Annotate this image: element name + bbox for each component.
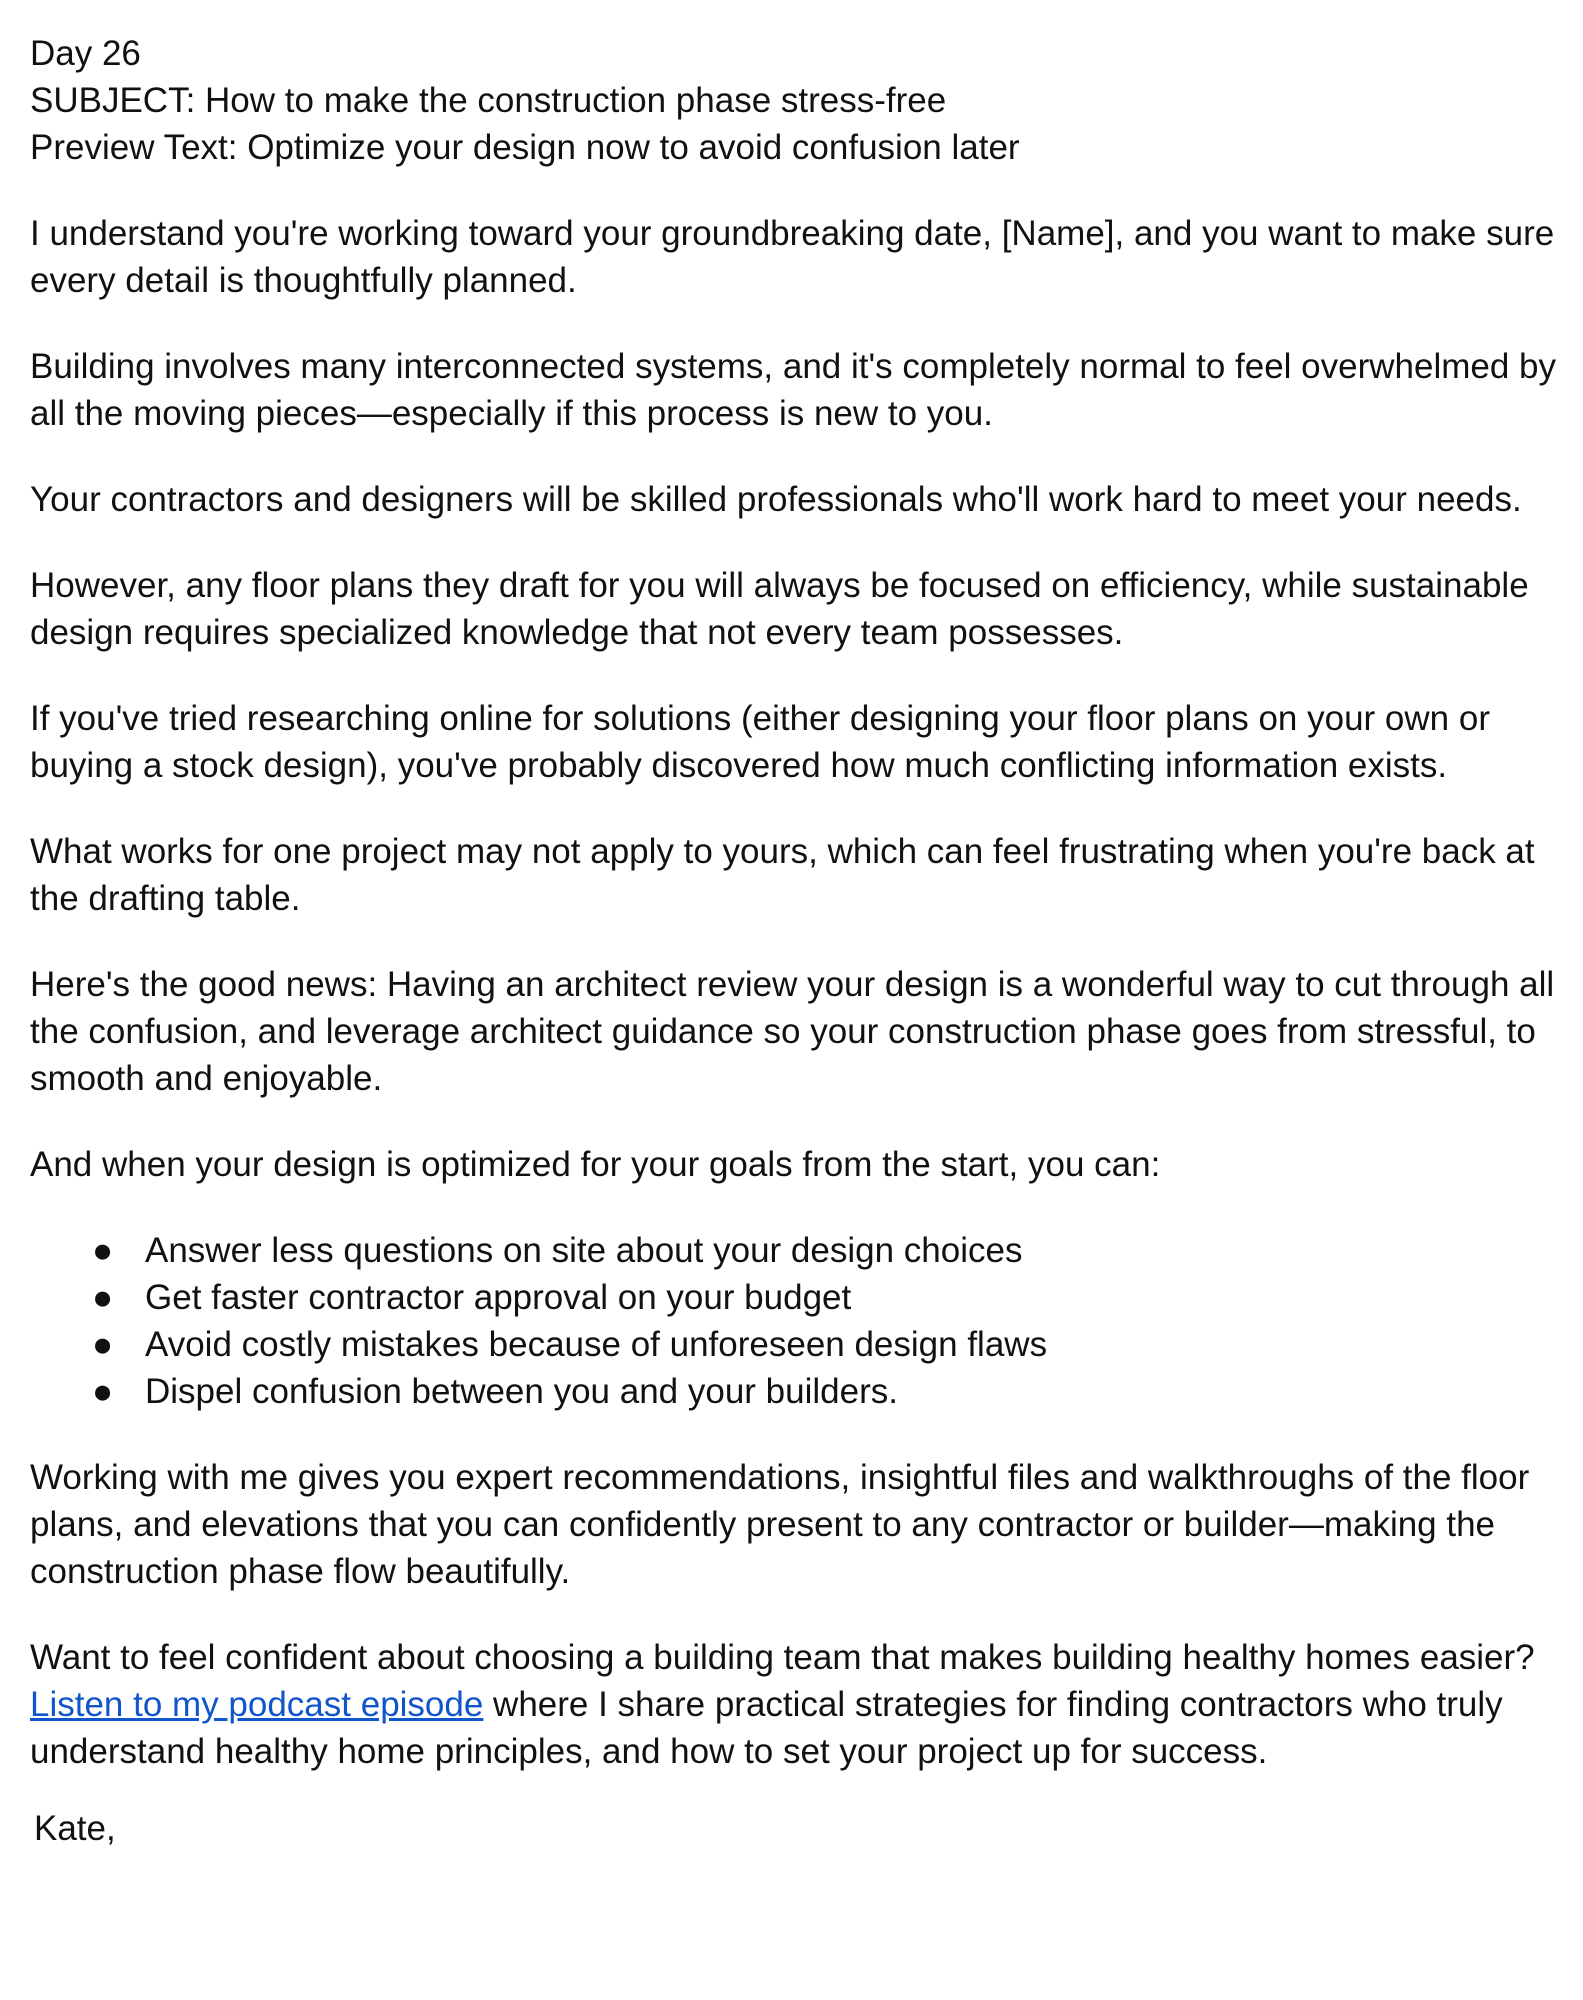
list-item-text: Avoid costly mistakes because of unforeseen design flaws (145, 1325, 1048, 1364)
preview-text-line: Preview Text: Optimize your design now to avoid confusion later (30, 128, 1020, 167)
body-paragraph-after-list: Working with me gives you expert recommendations, insightful files and walkthroughs of the floor plans, and elevations that you can confidently present to any contractor or builder—making the construction phase flow beautifully. (30, 1458, 1530, 1591)
list-item (30, 1227, 1560, 1274)
bullet-icon: ● (92, 1278, 114, 1317)
list-item-text: Dispel confusion between you and your builders. (145, 1372, 898, 1411)
list-item (30, 1274, 1560, 1321)
cta-text-after: where I share practical strategies for finding contractors who truly understand healthy home principles, and how to set your project up for success. (30, 1685, 1503, 1771)
body-paragraph-4: However, any floor plans they draft for you will always be focused on efficiency, while sustainable design requires specialized knowledge that not every team possesses. (30, 566, 1529, 652)
list-item-text: Answer less questions on site about your design choices (145, 1231, 1023, 1270)
cta-text-before: Want to feel confident about choosing a building team that makes building healthy homes easier? (30, 1638, 1535, 1677)
list-item-text: Get faster contractor approval on your budget (145, 1278, 852, 1317)
bullet-icon: ● (92, 1231, 114, 1270)
body-paragraph-7: Here's the good news: Having an architect review your design is a wonderful way to cut through all the confusion, and leverage architect guidance so your construction phase goes from stressful, to smooth and enjoyable. (30, 965, 1555, 1098)
signoff: Kate, (34, 1809, 116, 1848)
day-label: Day 26 (30, 34, 141, 73)
body-paragraph-3: Your contractors and designers will be skilled professionals who'll work hard to meet your needs. (30, 480, 1522, 519)
list-item (30, 1321, 1560, 1368)
body-paragraph-5: If you've tried researching online for solutions (either designing your floor plans on your own or buying a stock design), you've probably discovered how much conflicting information exists. (30, 699, 1490, 785)
bullet-icon: ● (92, 1325, 114, 1364)
podcast-episode-link[interactable]: Listen to my podcast episode (30, 1685, 484, 1724)
bullet-icon: ● (92, 1372, 114, 1411)
body-paragraph-8: And when your design is optimized for your goals from the start, you can: (30, 1145, 1161, 1184)
body-paragraph-6: What works for one project may not apply to yours, which can feel frustrating when you're back at the drafting table. (30, 832, 1535, 918)
call-to-action-paragraph (30, 1634, 1560, 1775)
body-paragraph-2: Building involves many interconnected systems, and it's completely normal to feel overwhelmed by all the moving pieces—especially if this process is new to you. (30, 347, 1557, 433)
list-item (30, 1368, 1560, 1415)
body-paragraph-1: I understand you're working toward your groundbreaking date, [Name], and you want to make sure every detail is thoughtfully planned. (30, 214, 1555, 300)
email-draft-document (30, 30, 1560, 1852)
benefits-list (30, 1227, 1560, 1415)
subject-line: SUBJECT: How to make the construction phase stress-free (30, 81, 947, 120)
